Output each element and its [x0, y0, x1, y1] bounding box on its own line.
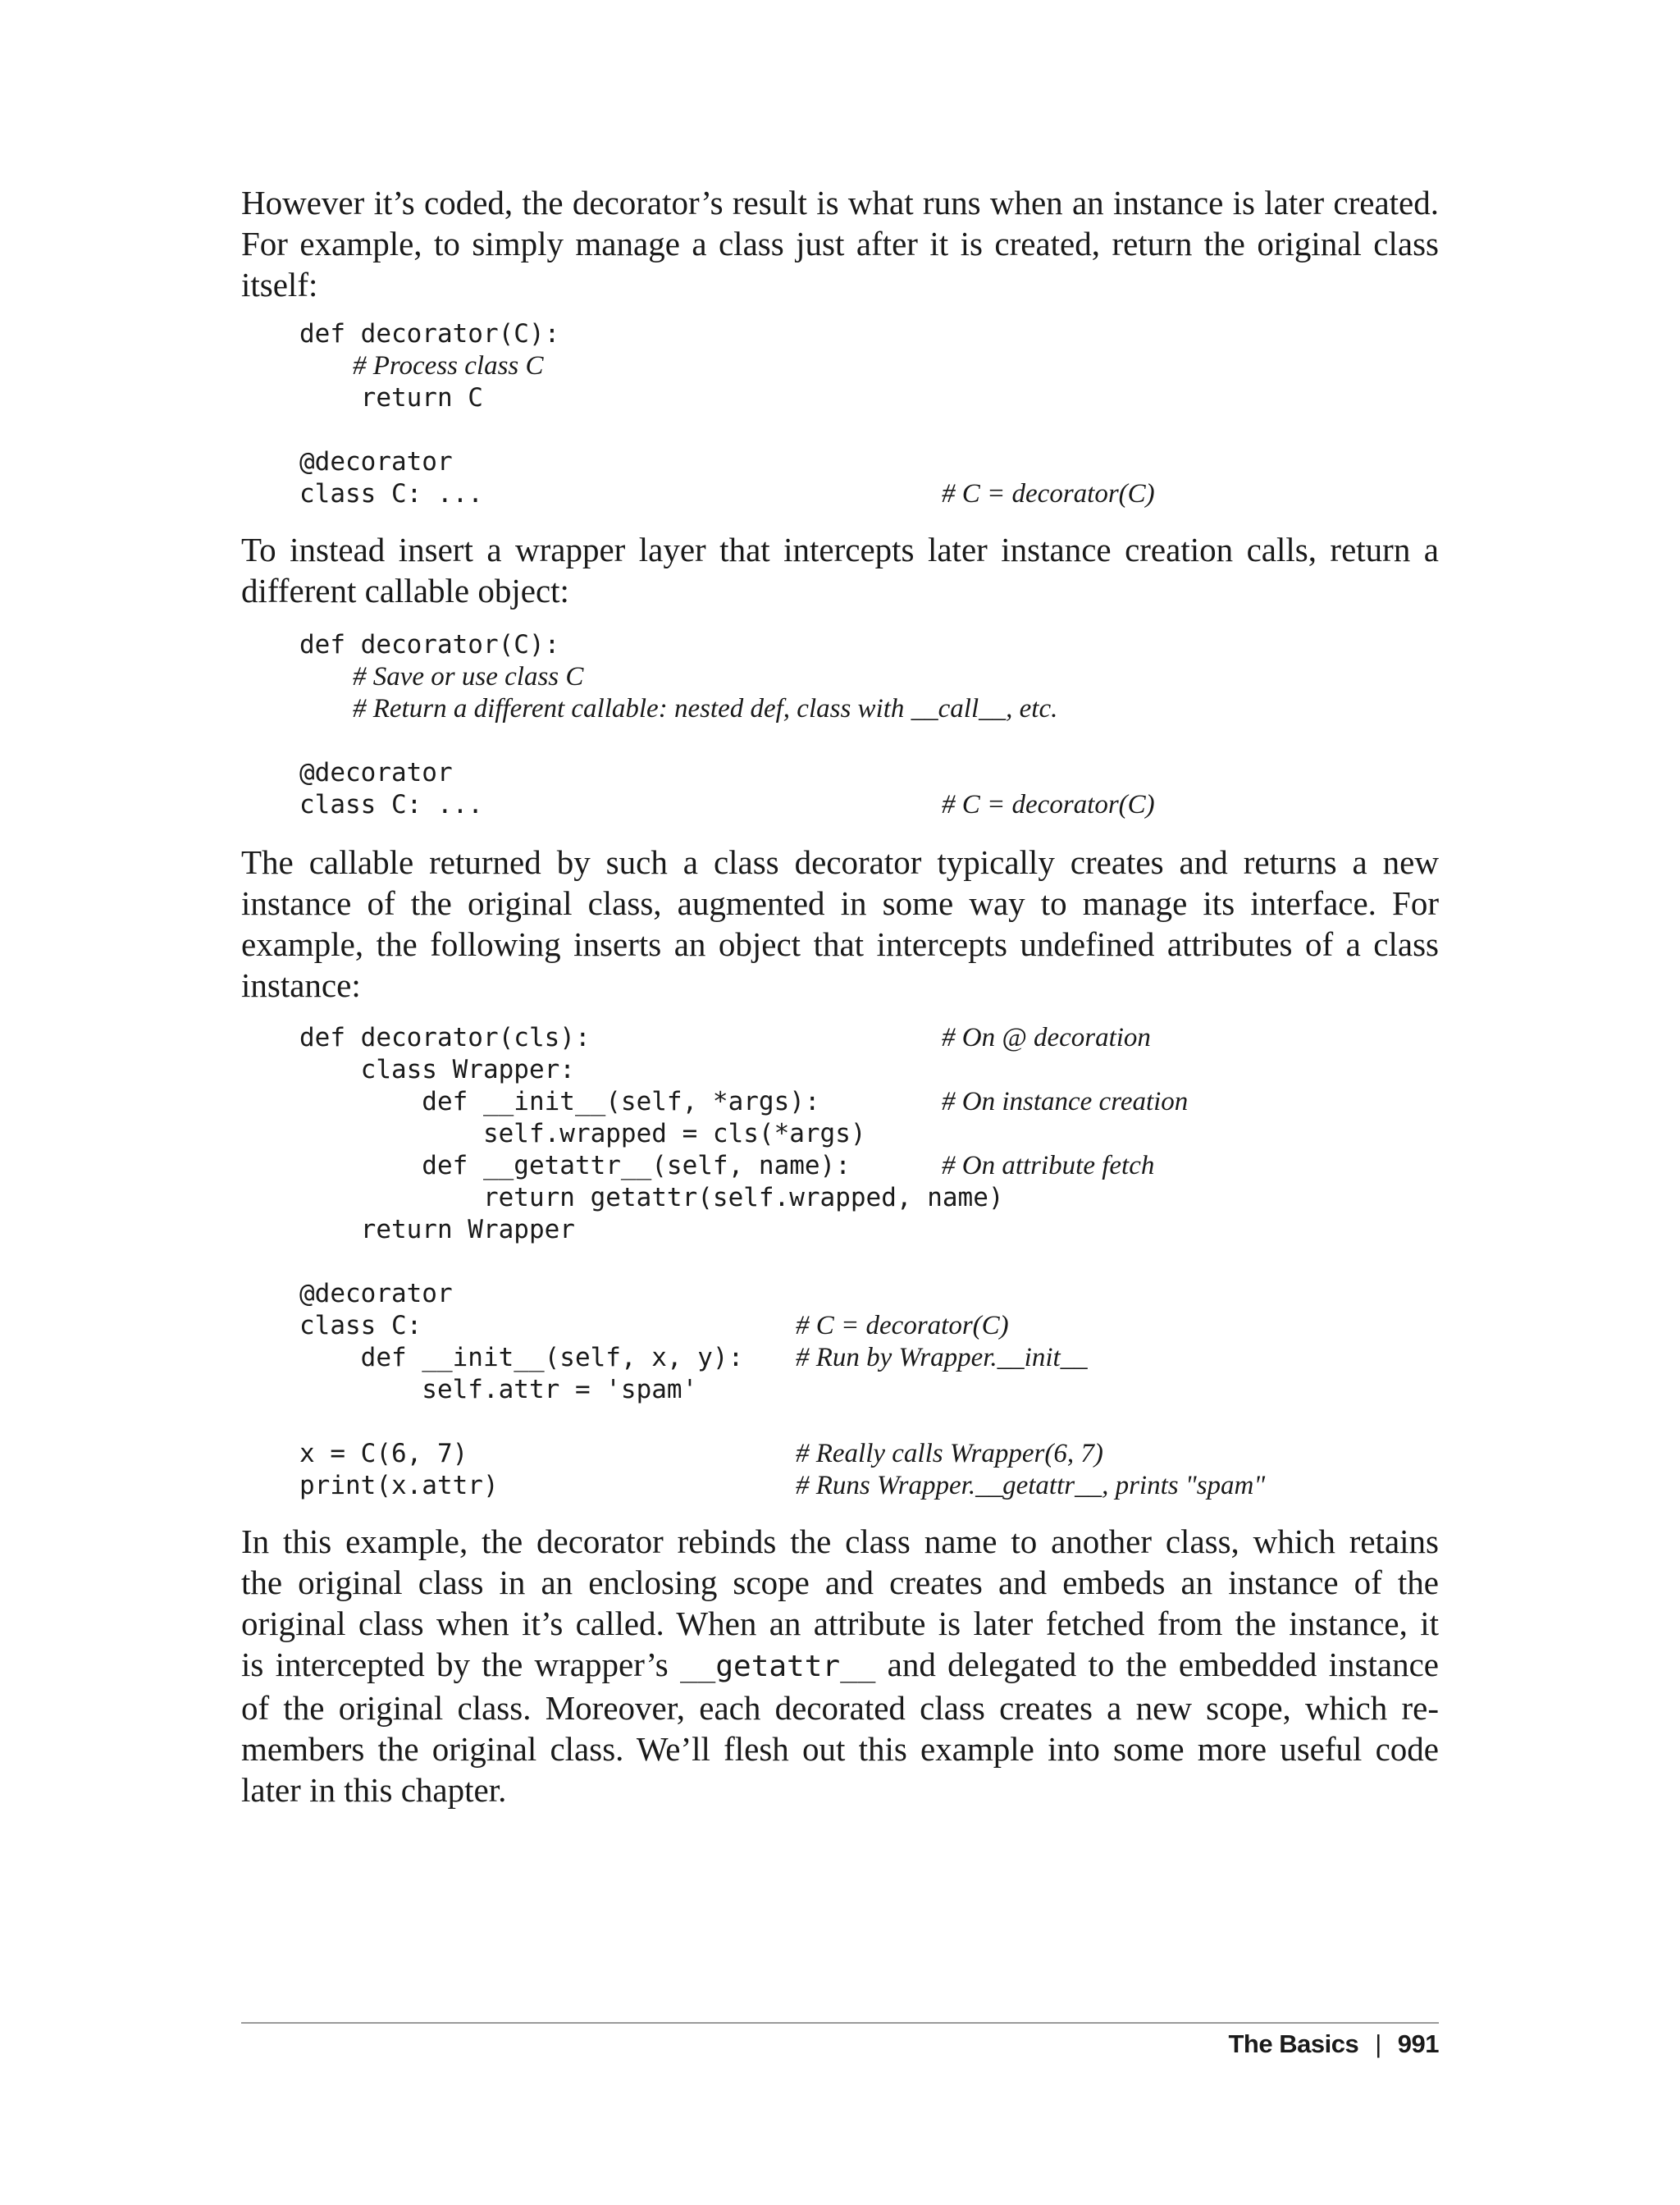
text-line: itself:: [241, 266, 318, 304]
text-line: of the original class. Moreover, each decorated class creates a new scope, which re-: [241, 1689, 1439, 1727]
code-text: return C: [299, 383, 483, 413]
code-comment: # Save or use class C: [353, 662, 584, 692]
code-text: return Wrapper: [299, 1215, 575, 1244]
paragraph-example-explanation: [241, 1521, 1439, 1810]
code-text: def __init__(self, x, y):: [299, 1343, 744, 1372]
text-line: In this example, the decorator rebinds the class name to another class, which retains: [241, 1522, 1439, 1560]
code-comment: # On attribute fetch: [942, 1151, 1155, 1180]
text-line: members the original class. We’ll flesh out this example into some more useful code: [241, 1730, 1439, 1768]
text-line: To instead insert a wrapper layer that intercepts later instance creation calls, return a: [241, 531, 1439, 568]
footer-separator: |: [1375, 2029, 1381, 2058]
footer-divider: [241, 2022, 1439, 2024]
code-text: class C: ...: [299, 479, 483, 509]
code-text: class C:: [299, 1311, 422, 1340]
code-comment: # Process class C: [353, 351, 544, 381]
text-line: the original class in an enclosing scope and creates and embeds an instance of the: [241, 1564, 1439, 1601]
code-text: def decorator(C):: [299, 630, 560, 660]
code-comment: # Run by Wrapper.__init__: [796, 1343, 1088, 1372]
code-comment: # C = decorator(C): [942, 479, 1155, 509]
text-line: instance of the original class, augmented in some way to manage its interface. For: [241, 884, 1439, 922]
text-line: different callable object:: [241, 572, 569, 609]
code-text: def decorator(C):: [299, 319, 560, 349]
code-text: class Wrapper:: [299, 1055, 575, 1084]
text-line: [241, 1644, 1439, 1687]
paragraph-wrapper-layer: [241, 529, 1439, 611]
text-segment: and delegated to the embedded instance: [875, 1646, 1439, 1683]
code-comment: # On @ decoration: [942, 1023, 1151, 1052]
code-text: return getattr(self.wrapped, name): [299, 1183, 1004, 1212]
code-comment: # C = decorator(C): [942, 790, 1155, 819]
code-text: def __init__(self, *args):: [299, 1087, 820, 1116]
code-text: x = C(6, 7): [299, 1439, 468, 1468]
text-line: The callable returned by such a class decorator typically creates and returns a new: [241, 843, 1439, 881]
code-comment: # Really calls Wrapper(6, 7): [796, 1439, 1103, 1468]
page-number: 991: [1397, 2029, 1439, 2058]
inline-code: __getattr__: [680, 1650, 876, 1683]
code-text: class C: ...: [299, 790, 483, 819]
code-comment: # Runs Wrapper.__getattr__, prints "spam": [796, 1471, 1266, 1500]
code-comment: # Return a different callable: nested def, class with __call__, etc.: [353, 694, 1058, 724]
code-text: @decorator: [299, 758, 453, 788]
text-segment: is intercepted by the wrapper’s: [241, 1646, 680, 1683]
footer-section-title: The Basics: [1228, 2029, 1359, 2058]
text-line: original class when it’s called. When an attribute is later fetched from the instance, it: [241, 1605, 1439, 1642]
code-text: print(x.attr): [299, 1471, 499, 1500]
code-text: self.wrapped = cls(*args): [299, 1119, 866, 1148]
text-line: For example, to simply manage a class just after it is created, return the original class: [241, 225, 1439, 262]
code-text: self.attr = 'spam': [299, 1375, 698, 1404]
code-text: @decorator: [299, 1279, 453, 1308]
code-text: def decorator(cls):: [299, 1023, 591, 1052]
text-line: instance:: [241, 966, 361, 1004]
text-line: later in this chapter.: [241, 1771, 507, 1809]
page-footer: [1229, 2029, 1440, 2059]
paragraph-callable-returned: [241, 842, 1439, 1006]
text-line: example, the following inserts an object that intercepts undefined attributes of a class: [241, 925, 1439, 963]
paragraph-intro: [241, 182, 1439, 305]
code-text: def __getattr__(self, name):: [299, 1151, 851, 1180]
text-line: However it’s coded, the decorator’s result is what runs when an instance is later created.: [241, 184, 1439, 221]
code-comment: # C = decorator(C): [796, 1311, 1009, 1340]
code-comment: # On instance creation: [942, 1087, 1189, 1116]
code-text: @decorator: [299, 447, 453, 477]
